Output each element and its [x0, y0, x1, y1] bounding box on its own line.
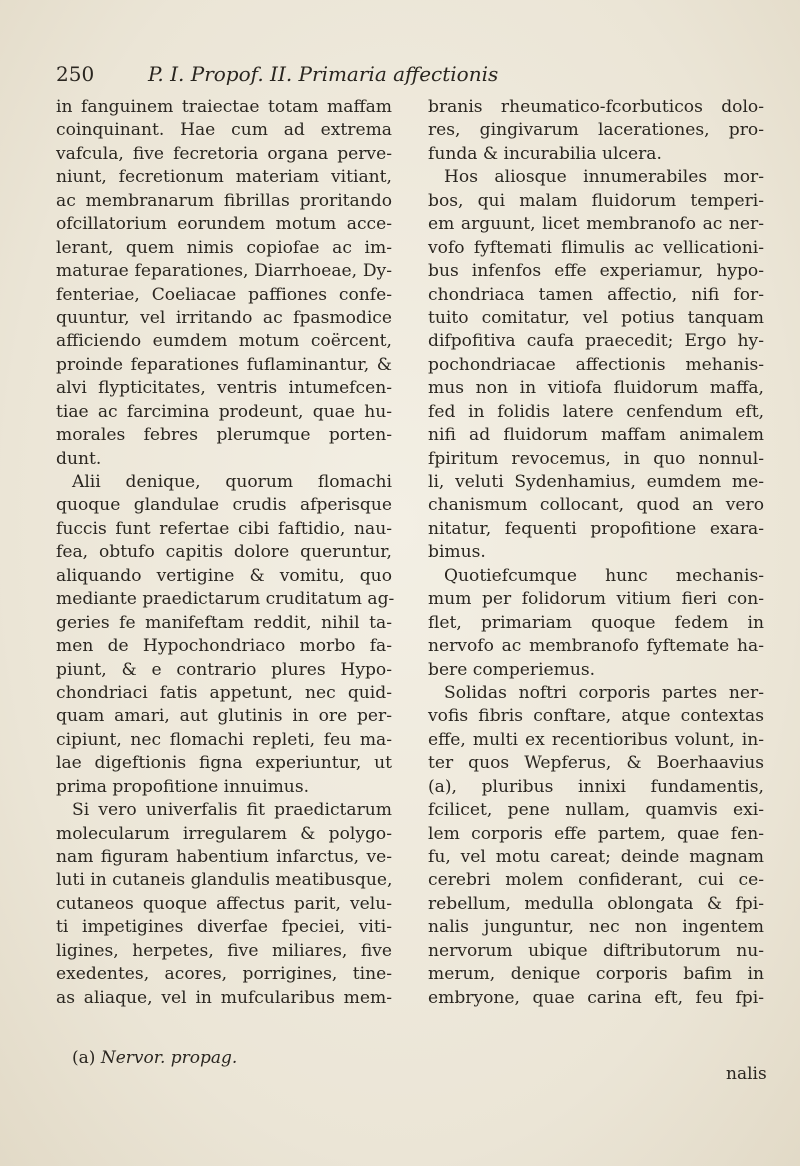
text-line: bere comperiemus.	[428, 659, 596, 680]
text-line: nifi ad fluidorum maffam animalem	[428, 425, 764, 446]
text-line: li, veluti Sydenhamius, eumdem me-	[428, 472, 764, 492]
text-line: chondriaci fatis appetunt, nec quid-	[56, 682, 392, 703]
text-line: effe, multi ex recentioribus volunt, in-	[428, 729, 764, 750]
text-line: luti in cutaneis glandulis meatibusque,	[56, 870, 393, 891]
text-line: fu, vel motu careat; deinde magnam	[428, 847, 764, 867]
text-line: em arguunt, licet membranofo ac ner-	[428, 214, 764, 235]
text-line: quam amari, aut glutinis in ore per-	[56, 706, 392, 727]
text-line: fuccis funt refertae cibi faftidio, nau-	[56, 518, 392, 539]
text-line: Si vero univerfalis fit praedictarum	[72, 800, 392, 821]
text-line: lem corporis effe partem, quae fen-	[428, 823, 764, 844]
text-line: fcilicet, pene nullam, quamvis exi-	[428, 800, 764, 821]
text-line: as aliaque, vel in mufcularibus mem-	[56, 987, 392, 1008]
text-line: fpiritum revocemus, in quo nonnul-	[428, 448, 764, 469]
right-column	[428, 96, 764, 1010]
text-line: in fanguinem traiectae totam maffam	[56, 97, 392, 117]
text-line: ac membranarum fibrillas proritando	[56, 190, 392, 211]
text-line: vofis fibris conftare, atque contextas	[428, 706, 764, 727]
text-line: piunt, & e contrario plures Hypo-	[56, 659, 392, 680]
text-line: cipiunt, nec flomachi repleti, feu ma-	[56, 729, 392, 750]
text-line: alvi flypticitates, ventris intumefcen-	[56, 378, 392, 399]
text-line: quoque glandulae crudis afperisque	[56, 495, 392, 516]
text-line: tuito comitatur, vel potius tanquam	[428, 307, 764, 328]
text-line: morales febres plerumque porten-	[56, 425, 392, 446]
text-line: lerant, quem nimis copiofae ac im-	[56, 237, 392, 258]
footnote-text: Nervor. propag.	[100, 1048, 238, 1068]
text-line: branis rheumatico-fcorbuticos dolo-	[428, 97, 764, 117]
text-line: mus non in vitiofa fluidorum maffa,	[428, 378, 764, 399]
text-line: maturae feparationes, Diarrhoeae, Dy-	[56, 261, 392, 282]
text-line: tiae ac farcimina prodeunt, quae hu-	[56, 401, 392, 422]
text-line: ligines, herpetes, five miliares, five	[56, 940, 392, 961]
text-line: funda & incurabilia ulcera.	[428, 143, 662, 164]
text-line: fenteriae, Coeliacae paffiones confe-	[56, 284, 392, 305]
text-line: Alii denique, quorum flomachi	[72, 472, 392, 492]
text-line: mediante praedictarum cruditatum ag-	[56, 589, 395, 610]
text-line: fed in folidis latere cenfendum eft,	[428, 401, 764, 422]
text-line: (a), pluribus innixi fundamentis,	[428, 776, 764, 797]
text-line: ti impetigines diverfae fpeciei, viti-	[56, 917, 392, 938]
text-line: proinde feparationes fuflaminantur, &	[56, 354, 392, 375]
text-line: bimus.	[428, 542, 486, 563]
text-line: nervofo ac membranofo fyftemate ha-	[428, 636, 764, 657]
text-line: merum, denique corporis bafim in	[428, 964, 764, 985]
text-line: aliquando vertigine & vomitu, quo	[56, 565, 392, 586]
text-line: quuntur, vel irritando ac fpasmodice	[56, 307, 392, 328]
left-column	[56, 96, 395, 1010]
text-line: prima propofitione innuimus.	[56, 776, 310, 797]
text-line: embryone, quae carina eft, feu fpi-	[428, 987, 764, 1008]
text-line: chanismum collocant, quod an vero	[428, 495, 764, 516]
text-line: chondriaca tamen affectio, nifi for-	[428, 284, 764, 305]
page-number: 250	[56, 62, 95, 86]
text-line: pochondriacae affectionis mehanis-	[428, 354, 764, 375]
page-header	[56, 62, 756, 92]
catchword: nalis	[726, 1064, 767, 1084]
text-line: flet, primariam quoque fedem in	[428, 612, 764, 633]
text-line: bus infenfos effe experiamur, hypo-	[428, 261, 764, 282]
text-line: nam figuram habentium infarctus, ve-	[56, 847, 392, 867]
text-line: Hos aliosque innumerabiles mor-	[444, 167, 764, 188]
text-line: vafcula, five fecretoria organa perve-	[56, 143, 392, 164]
text-line: nervorum ubique diftributorum nu-	[428, 940, 764, 961]
text-line: afficiendo eumdem motum coërcent,	[56, 331, 392, 352]
running-title: P. I. Propof. II. Primaria affectionis	[148, 62, 499, 86]
text-line: geries fe manifeftam reddit, nihil ta-	[56, 612, 392, 633]
text-line: exedentes, acores, porrigines, tine-	[56, 964, 392, 985]
text-line: nitatur, fequenti propofitione exara-	[428, 518, 764, 539]
text-line: nalis junguntur, nec non ingentem	[428, 917, 764, 938]
text-line: Quotiefcumque hunc mechanis-	[444, 565, 764, 586]
text-line: res, gingivarum lacerationes, pro-	[428, 120, 764, 141]
text-line: difpofitiva caufa praecedit; Ergo hy-	[428, 331, 764, 352]
text-line: vofo fyftemati flimulis ac vellicationi-	[428, 237, 764, 258]
footnote	[72, 1048, 237, 1068]
text-line: cutaneos quoque affectus parit, velu-	[56, 893, 392, 914]
text-line: niunt, fecretionum materiam vitiant,	[56, 167, 392, 188]
footnote-mark: (a)	[72, 1048, 96, 1068]
text-line: bos, qui malam fluidorum temperi-	[428, 190, 764, 211]
text-line: rebellum, medulla oblongata & fpi-	[428, 893, 764, 914]
text-line: dunt.	[56, 448, 102, 469]
text-line: ter quos Wepferus, & Boerhaavius	[428, 753, 764, 774]
text-line: Solidas noftri corporis partes ner-	[444, 682, 764, 703]
text-line: molecularum irregularem & polygo-	[56, 823, 392, 844]
text-line: mum per folidorum vitium fieri con-	[428, 589, 764, 610]
text-line: lae digeftionis figna experiuntur, ut	[56, 753, 392, 774]
text-line: cerebri molem confiderant, cui ce-	[428, 870, 764, 891]
text-line: fea, obtufo capitis dolore queruntur,	[56, 542, 392, 563]
text-line: coinquinant. Hae cum ad extrema	[56, 120, 392, 141]
text-line: ofcillatorium eorundem motum acce-	[56, 214, 392, 235]
text-line: men de Hypochondriaco morbo fa-	[56, 636, 392, 657]
